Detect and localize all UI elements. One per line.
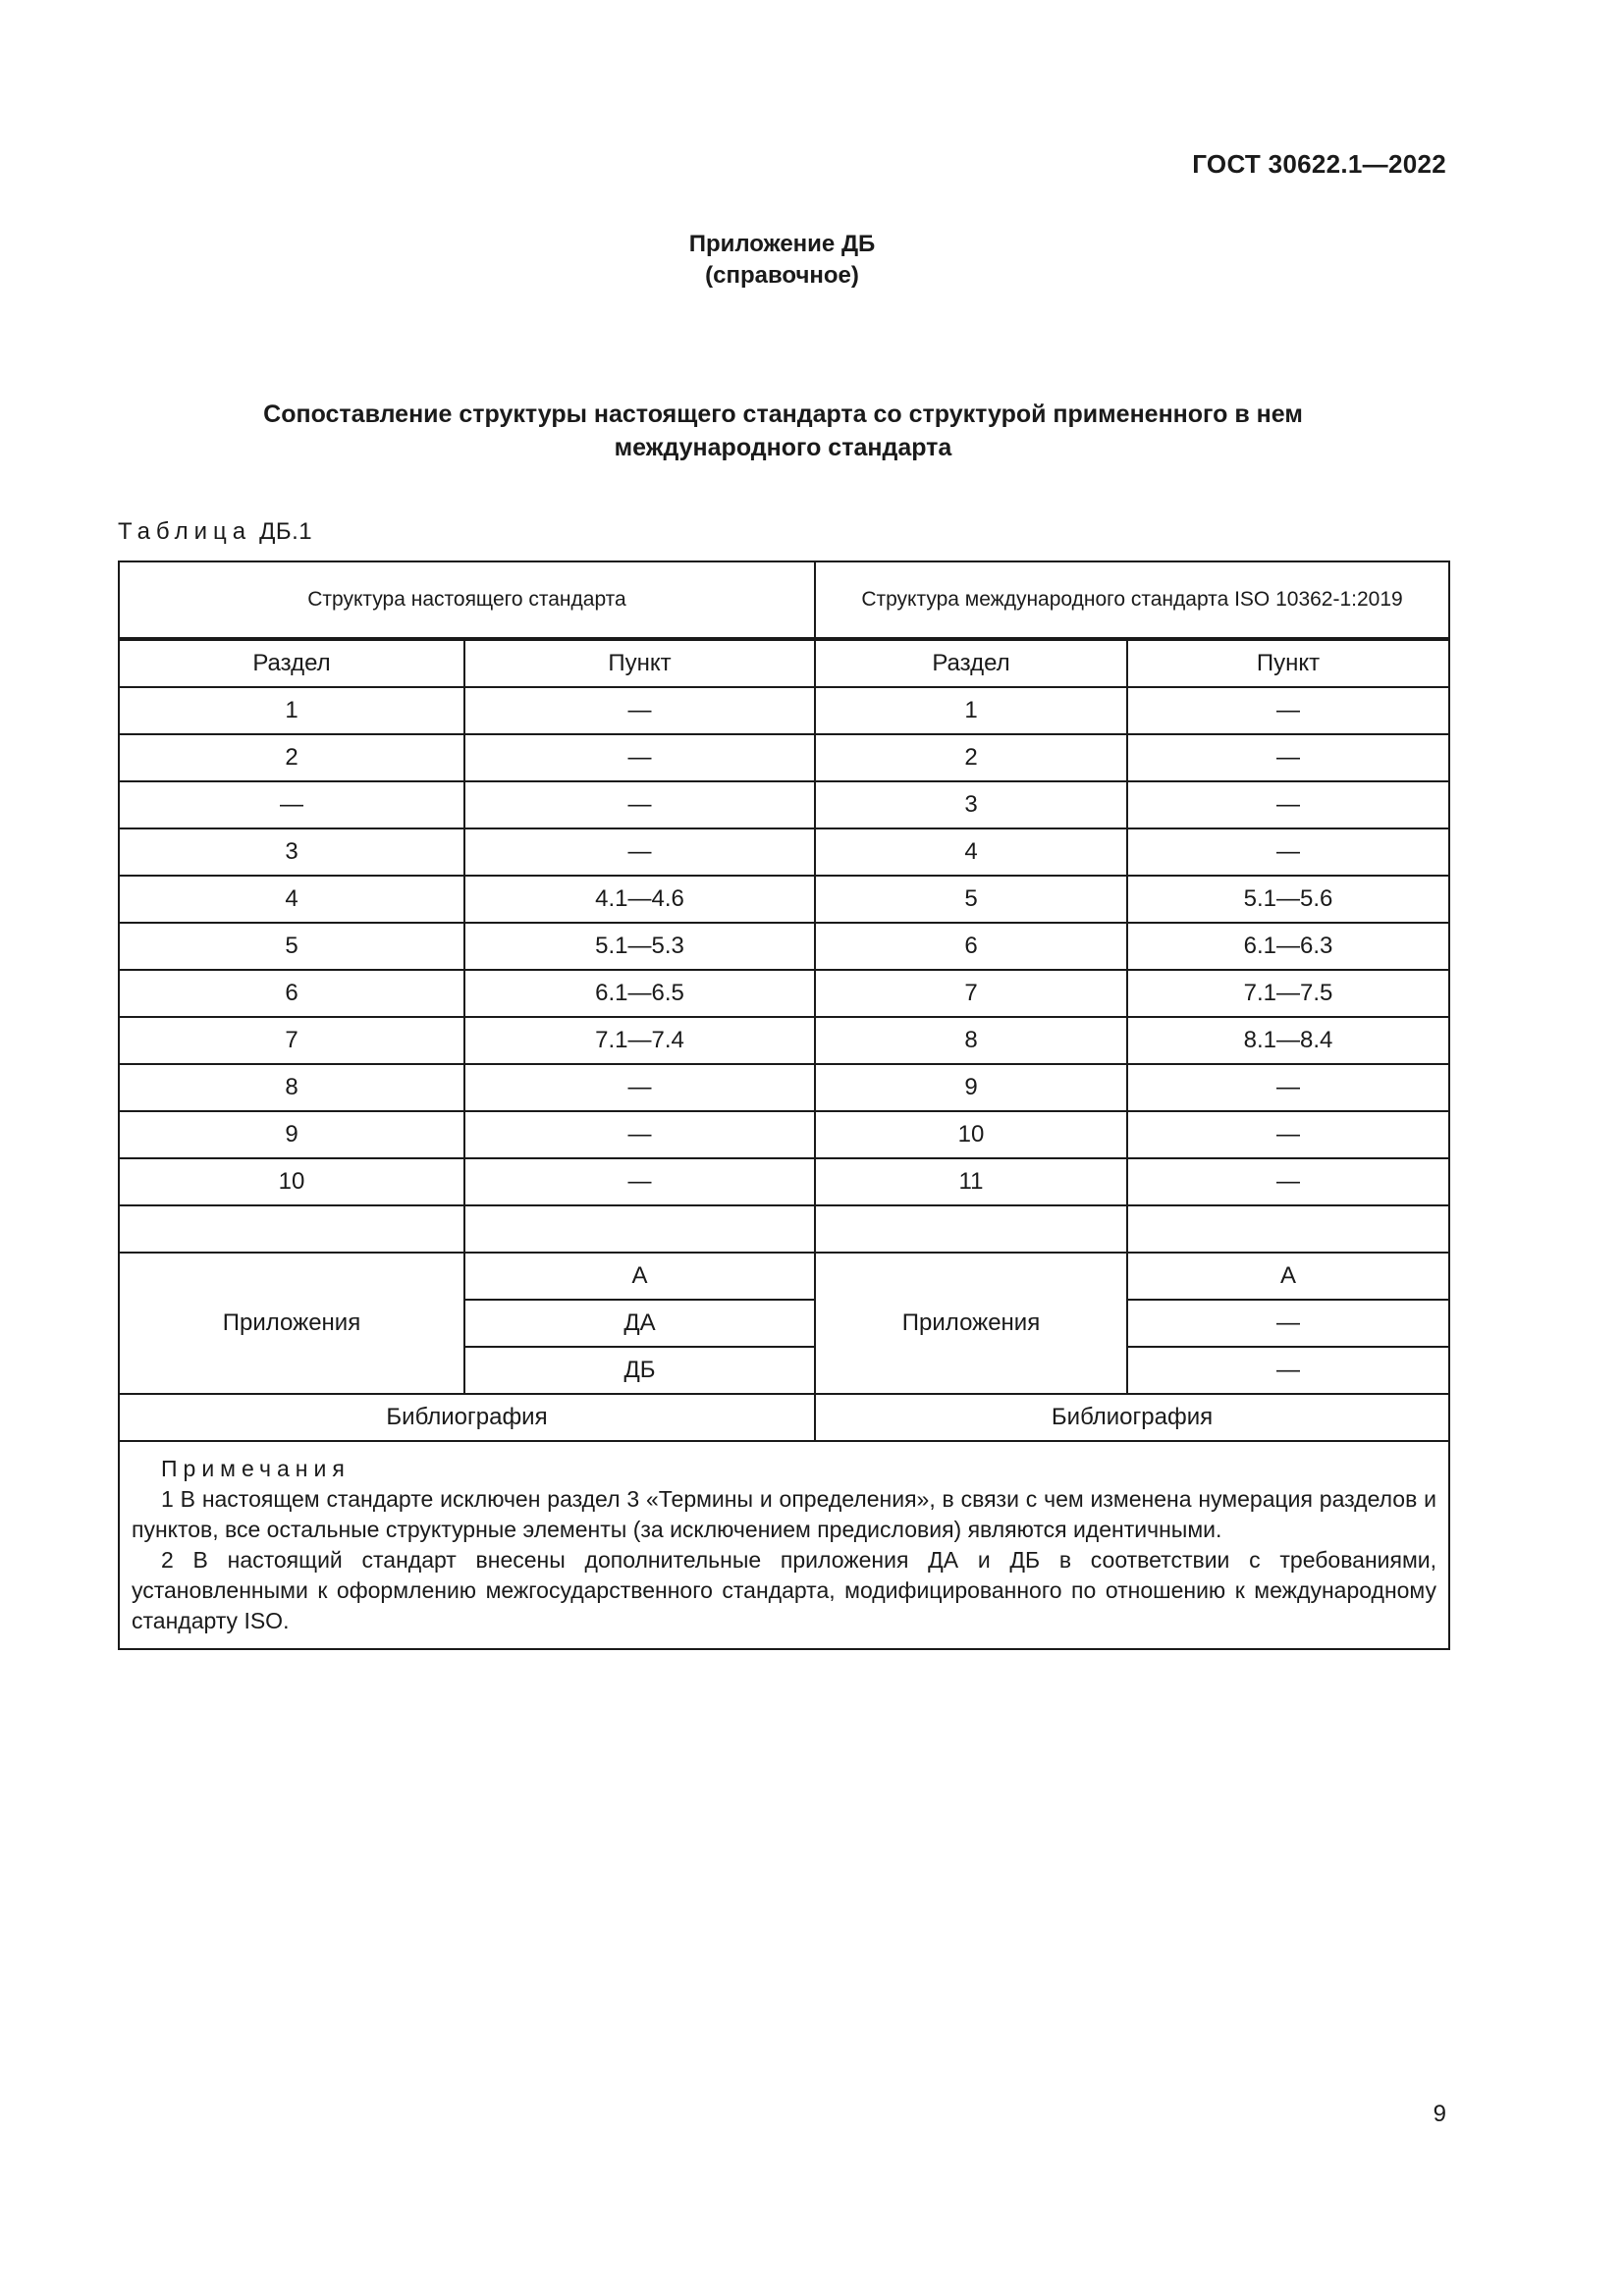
table-cell-clause-international: — — [1127, 734, 1449, 781]
annex-item-international: — — [1127, 1300, 1449, 1347]
table-row — [119, 687, 1449, 734]
table-cell-section-international: 3 — [815, 781, 1127, 828]
table-cell-empty — [1127, 1205, 1449, 1253]
table-row — [119, 1158, 1449, 1205]
annex-item-national: ДА — [464, 1300, 815, 1347]
column-header-clause-national: Пункт — [464, 639, 815, 687]
table-cell-clause-international: 6.1—6.3 — [1127, 923, 1449, 970]
table-caption-word: Таблица — [118, 518, 252, 545]
table-row — [119, 1111, 1449, 1158]
table-cell-clause-international: — — [1127, 1111, 1449, 1158]
annex-item-international: — — [1127, 1347, 1449, 1394]
table-cell-section-national: 1 — [119, 687, 464, 734]
notes-cell — [119, 1441, 1449, 1649]
annexes-label-national: Приложения — [119, 1253, 464, 1394]
annex-heading — [0, 229, 1564, 292]
table-cell-clause-national: 5.1—5.3 — [464, 923, 815, 970]
group-header-international: Структура международного стандарта ISO 10362-1:2019 — [815, 561, 1449, 639]
main-title — [118, 398, 1448, 464]
table-cell-section-national: 6 — [119, 970, 464, 1017]
annexes-label-international: Приложения — [815, 1253, 1127, 1394]
annex-row-1 — [119, 1253, 1449, 1300]
note-1: 1 В настоящем стандарте исключен раздел 3 «Термины и определения», в связи с чем изменена нумерация разделов и пунктов, все остальные структурные элементы (за исключением предисловия) являются идентичными. — [132, 1486, 1437, 1542]
table-caption-number: ДБ.1 — [259, 518, 313, 545]
table-row — [119, 828, 1449, 876]
table-cell-clause-national: 4.1—4.6 — [464, 876, 815, 923]
table-cell-section-international: 4 — [815, 828, 1127, 876]
note-2: 2 В настоящий стандарт внесены дополнительные приложения ДА и ДБ в соответствии с требованиями, установленными к оформлению межгосударственного стандарта, модифицированного по отношению к международному стандарту ISO. — [132, 1547, 1437, 1633]
table-cell-clause-international: — — [1127, 828, 1449, 876]
bibliography-row — [119, 1394, 1449, 1441]
table-cell-clause-national: — — [464, 781, 815, 828]
table-caption — [118, 518, 312, 546]
table-row — [119, 923, 1449, 970]
column-header-section-international: Раздел — [815, 639, 1127, 687]
table-cell-section-international: 7 — [815, 970, 1127, 1017]
table-cell-clause-international: — — [1127, 1158, 1449, 1205]
annex-item-international: А — [1127, 1253, 1449, 1300]
table-cell-section-national: — — [119, 781, 464, 828]
table-cell-clause-national: 6.1—6.5 — [464, 970, 815, 1017]
table-cell-section-international: 6 — [815, 923, 1127, 970]
table-cell-clause-national: — — [464, 734, 815, 781]
table-row-empty — [119, 1205, 1449, 1253]
table-cell-section-national: 3 — [119, 828, 464, 876]
notes-row — [119, 1441, 1449, 1649]
page-number: 9 — [1433, 2101, 1446, 2127]
annex-title: Приложение ДБ — [688, 231, 876, 257]
table-cell-clause-national: — — [464, 1158, 815, 1205]
table-cell-section-international: 5 — [815, 876, 1127, 923]
table-cell-section-national: 7 — [119, 1017, 464, 1064]
table-cell-section-national: 4 — [119, 876, 464, 923]
table-cell-clause-national: — — [464, 687, 815, 734]
bibliography-national: Библиография — [119, 1394, 815, 1441]
table-row — [119, 781, 1449, 828]
document-code: ГОСТ 30622.1—2022 — [1192, 149, 1446, 179]
table-row — [119, 734, 1449, 781]
table-cell-section-international: 1 — [815, 687, 1127, 734]
group-header-row — [119, 561, 1449, 639]
main-title-line-1: Сопоставление структуры настоящего стандарта со структурой примененного в нем — [263, 400, 1303, 428]
table-row — [119, 1017, 1449, 1064]
table-cell-section-national: 2 — [119, 734, 464, 781]
table-row — [119, 1064, 1449, 1111]
table-cell-clause-international: — — [1127, 1064, 1449, 1111]
bibliography-international: Библиография — [815, 1394, 1449, 1441]
table-cell-clause-international: 5.1—5.6 — [1127, 876, 1449, 923]
annex-subtitle: (справочное) — [705, 262, 859, 289]
table-cell-clause-international: 8.1—8.4 — [1127, 1017, 1449, 1064]
table-cell-clause-national: 7.1—7.4 — [464, 1017, 815, 1064]
table-cell-clause-international: — — [1127, 781, 1449, 828]
table-cell-section-national: 8 — [119, 1064, 464, 1111]
table-cell-section-international: 11 — [815, 1158, 1127, 1205]
table-cell-clause-national: — — [464, 1111, 815, 1158]
table-cell-section-international: 2 — [815, 734, 1127, 781]
column-header-clause-international: Пункт — [1127, 639, 1449, 687]
table-cell-section-international: 9 — [815, 1064, 1127, 1111]
annex-item-national: ДБ — [464, 1347, 815, 1394]
table-cell-section-international: 10 — [815, 1111, 1127, 1158]
table-cell-empty — [119, 1205, 464, 1253]
table-cell-clause-international: 7.1—7.5 — [1127, 970, 1449, 1017]
annex-item-national: А — [464, 1253, 815, 1300]
table-cell-section-national: 10 — [119, 1158, 464, 1205]
table-row — [119, 876, 1449, 923]
table-cell-section-national: 5 — [119, 923, 464, 970]
main-title-line-2: международного стандарта — [614, 434, 952, 461]
table-cell-clause-national: — — [464, 1064, 815, 1111]
table-cell-section-national: 9 — [119, 1111, 464, 1158]
notes-heading: Примечания — [161, 1456, 351, 1481]
table-cell-clause-international: — — [1127, 687, 1449, 734]
column-header-row — [119, 639, 1449, 687]
table-cell-empty — [815, 1205, 1127, 1253]
group-header-national: Структура настоящего стандарта — [119, 561, 815, 639]
comparison-table — [118, 561, 1450, 1650]
table-row — [119, 970, 1449, 1017]
table-cell-clause-national: — — [464, 828, 815, 876]
table-cell-section-international: 8 — [815, 1017, 1127, 1064]
table-cell-empty — [464, 1205, 815, 1253]
column-header-section-national: Раздел — [119, 639, 464, 687]
